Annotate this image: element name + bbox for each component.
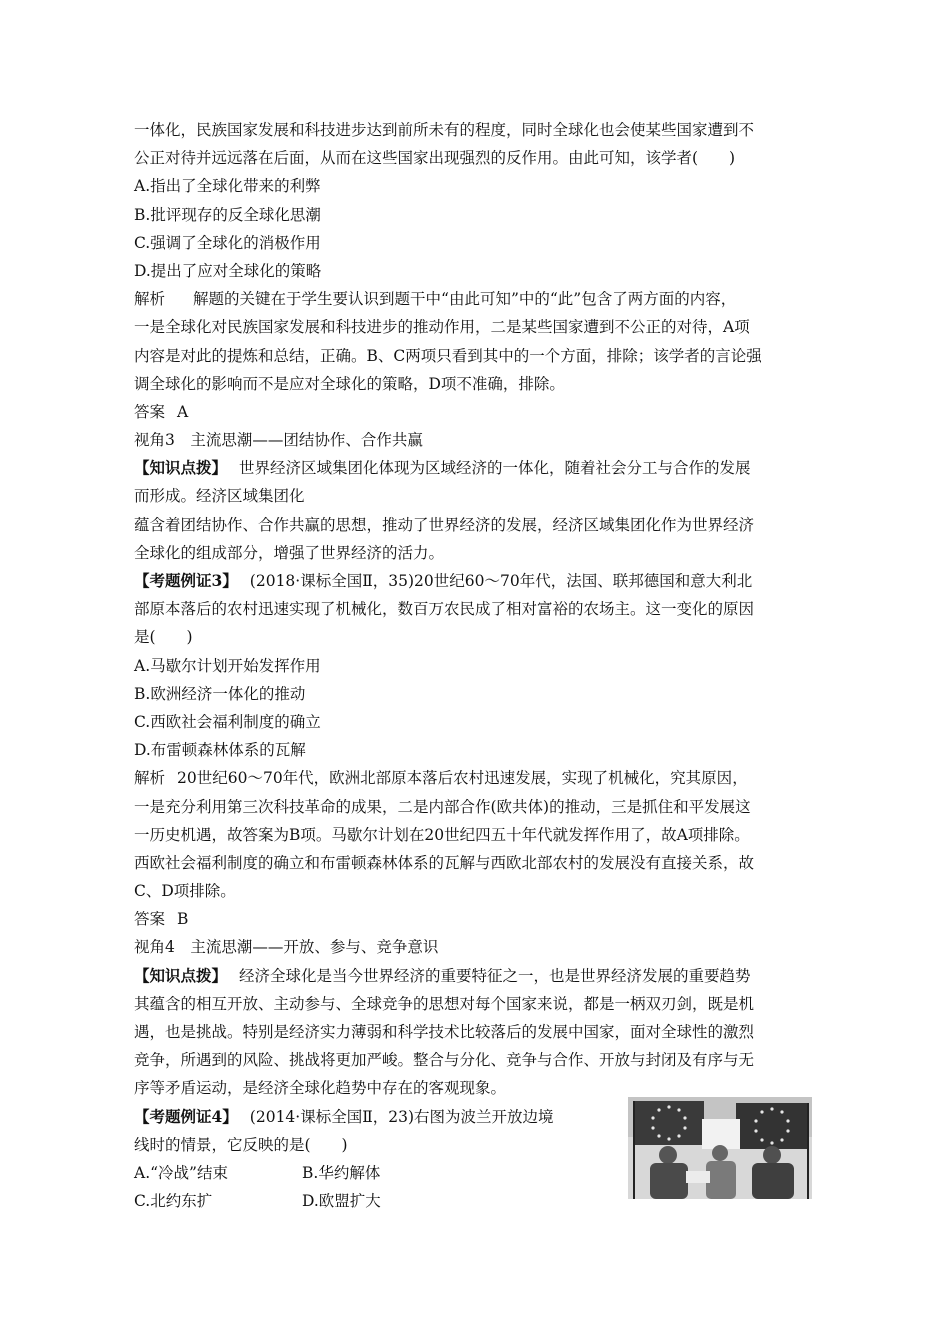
analysis-line: C、D项排除。 xyxy=(134,882,236,901)
question-stem-line: 公正对待并远远落在后面，从而在这些国家出现强烈的反作用。由此可知，该学者( ) xyxy=(134,149,736,168)
knowledge-tip-line: 【知识点拨】 经济全球化是当今世界经济的重要特征之一，也是世界经济发展的重要趋势 xyxy=(134,965,751,985)
option-c: C.西欧社会福利制度的确立 xyxy=(134,712,321,731)
option-a: A.“冷战”结束 xyxy=(134,1163,228,1182)
knowledge-tip-label: 【知识点拨】 xyxy=(134,965,228,985)
analysis-line: 内容是对此的提炼和总结，正确。B、C两项只看到其中的一个方面，排除；该学者的言论强 xyxy=(134,346,762,365)
knowledge-tip-line: 序等矛盾运动，是经济全球化趋势中存在的客观现象。 xyxy=(134,1079,507,1098)
border-opening-photo xyxy=(628,1097,812,1199)
option-d: D.布雷顿森林体系的瓦解 xyxy=(134,741,306,760)
knowledge-tip-line: 其蕴含的相互开放、主动参与、全球竞争的思想对每个国家来说，都是一柄双刃剑，既是机 xyxy=(134,994,755,1013)
knowledge-tip-line: 【知识点拨】 世界经济区域集团化体现为区域经济的一体化，随着社会分工与合作的发展 xyxy=(134,458,751,478)
answer-value: A xyxy=(177,402,189,421)
section-heading: 视角4 主流思潮——开放、参与、竞争意识 xyxy=(134,938,439,957)
analysis-label: 解析 xyxy=(134,769,166,788)
analysis-line: 调全球化的影响而不是应对全球化的策略，D项不准确，排除。 xyxy=(134,374,565,393)
analysis-line: 解析 20世纪60～70年代，欧洲北部原本落后农村迅速发展，实现了机械化，究其原因， xyxy=(134,769,748,788)
example-line: 线时的情景，它反映的是( ) xyxy=(134,1135,348,1154)
example-line: 是( ) xyxy=(134,628,193,647)
answer-label: 答案 xyxy=(134,910,166,929)
answer-value: B xyxy=(177,910,189,929)
knowledge-tip-line: 蕴含着团结协作、合作共赢的思想，推动了世界经济的发展，经济区域集团化作为世界经济 xyxy=(134,515,755,534)
analysis-line: 解析 解题的关键在于学生要认识到题干中“由此可知”中的“此”包含了两方面的内容， xyxy=(134,290,737,309)
option-d: D.提出了应对全球化的策略 xyxy=(134,261,322,280)
option-b: B.华约解体 xyxy=(302,1163,381,1182)
option-c: C.北约东扩 xyxy=(134,1192,213,1211)
answer-line xyxy=(134,905,824,933)
knowledge-tip-line: 遇，也是挑战。特别是经济实力薄弱和科学技术比较落后的发展中国家，面对全球性的激烈 xyxy=(134,1023,755,1041)
example-line: 部原本落后的农村迅速实现了机械化，数百万农民成了相对富裕的农场主。这一变化的原因 xyxy=(134,600,755,619)
knowledge-tip-line: 全球化的组成部分，增强了世界经济的活力。 xyxy=(134,543,445,562)
knowledge-tip-label: 【知识点拨】 xyxy=(134,458,228,478)
analysis-line: 一是充分利用第三次科技革命的成果，二是内部合作(欧共体)的推动，三是抓住和平发展这 xyxy=(134,797,751,816)
analysis-label: 解析 xyxy=(134,290,166,309)
example-label: 【考题例证4】 xyxy=(134,1106,238,1126)
knowledge-tip-line: 竞争，所遇到的风险、挑战将更加严峻。整合与分化、竞争与合作、开放与封闭及有序与无 xyxy=(134,1051,755,1070)
option-a: A.马歇尔计划开始发挥作用 xyxy=(134,656,321,675)
answer-line xyxy=(134,398,824,426)
option-c: C.强调了全球化的消极作用 xyxy=(134,233,321,252)
answer-label: 答案 xyxy=(134,402,166,421)
example-line: 【考题例证3】 (2018·课标全国Ⅱ，35)20世纪60～70年代，法国、联邦德国和意大利北 xyxy=(134,571,753,590)
analysis-line: 一是全球化对民族国家发展和科技进步的推动作用，二是某些国家遭到不公正的对待，A项 xyxy=(134,318,750,337)
example-line: 【考题例证4】 (2014·课标全国Ⅱ，23)右图为波兰开放边境 xyxy=(134,1106,554,1126)
document-body xyxy=(134,116,824,1215)
analysis-line: 西欧社会福利制度的确立和布雷顿森林体系的瓦解与西欧北部农村的发展没有直接关系，故 xyxy=(134,853,755,872)
option-b: B.批评现存的反全球化思潮 xyxy=(134,205,321,224)
option-a: A.指出了全球化带来的利弊 xyxy=(134,177,321,196)
option-d: D.欧盟扩大 xyxy=(302,1192,381,1211)
question-stem-line: 一体化，民族国家发展和科技进步达到前所未有的程度，同时全球化也会使某些国家遭到不 xyxy=(134,121,755,139)
example-label: 【考题例证3】 xyxy=(134,571,238,590)
analysis-line: 一历史机遇，故答案为B项。马歇尔计划在20世纪四五十年代就发挥作用了，故A项排除。 xyxy=(134,825,750,844)
option-b: B.欧洲经济一体化的推动 xyxy=(134,684,306,703)
knowledge-tip-line: 而形成。经济区域集团化 xyxy=(134,487,305,506)
section-heading: 视角3 主流思潮——团结协作、合作共赢 xyxy=(134,431,423,450)
